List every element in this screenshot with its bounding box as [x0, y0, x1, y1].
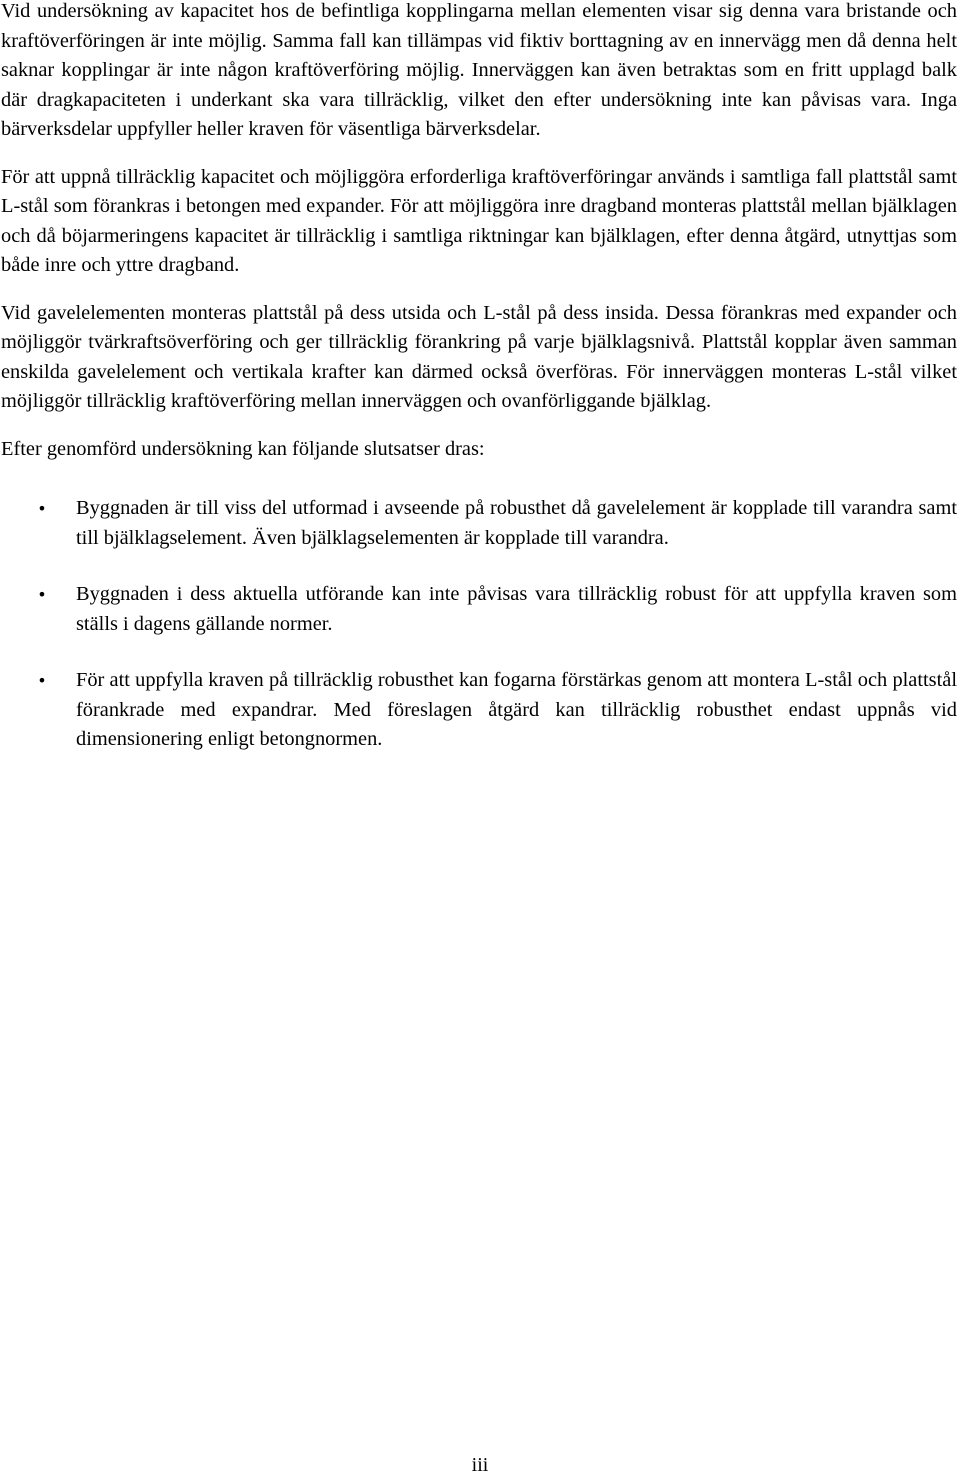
- conclusion-item-1: [1, 494, 957, 553]
- conclusion-item-2: [1, 580, 957, 639]
- bullet-icon: •: [37, 585, 47, 604]
- conclusion-item-3: [1, 666, 957, 755]
- body-paragraph-2: För att uppnå tillräcklig kapacitet och möjliggöra erforderliga kraftöverföringar används i samtliga fall plattstål samt L-stål som förankras i betongen med expander. För att möjliggöra inre dragband monteras plattstål mellan bjälklagen och då böjarmeringens kapacitet är tillräcklig i samtliga riktningar kan bjälklagen, efter denna åtgärd, utnyttjas som både inre och yttre dragband.: [1, 165, 957, 276]
- conclusion-text-3: För att uppfylla kraven på tillräcklig robusthet kan fogarna förstärkas genom att montera L-stål och plattstål förankrade med expandrar. Med föreslagen åtgärd kan tillräcklig robusthet endast uppnås vid dimensionering enligt betongnormen.: [76, 669, 957, 750]
- bullet-icon: •: [37, 499, 47, 518]
- conclusion-text-2: Byggnaden i dess aktuella utförande kan inte påvisas vara tillräcklig robust för att uppfylla kraven som ställs i dagens gällande normer.: [76, 583, 957, 635]
- document-body: [1, 0, 957, 782]
- bullet-icon: •: [37, 671, 47, 690]
- conclusions-lead: Efter genomförd undersökning kan följande slutsatser dras:: [1, 437, 485, 460]
- conclusions-list: [1, 494, 957, 755]
- conclusion-text-1: Byggnaden är till viss del utformad i avseende på robusthet då gavelelement är kopplade till varandra samt till bjälklagselement. Även bjälklagselementen är kopplade till varandra.: [76, 497, 957, 549]
- body-paragraph-1: Vid undersökning av kapacitet hos de befintliga kopplingarna mellan elementen visar sig denna vara bristande och kraftöverföringen är inte möjlig. Samma fall kan tillämpas vid fiktiv borttagning av en innervägg men då denna helt saknar kopplingar är inte någon kraftöverföring möjlig. Innerväggen kan även betraktas som en fritt upplagd balk där dragkapaciteten i underkant ska vara tillräcklig, vilket den efter undersökning inte kan påvisas vara. Inga bärverksdelar uppfyller heller kraven för väsentliga bärverksdelar.: [1, 0, 957, 140]
- body-paragraph-3: Vid gavelelementen monteras plattstål på dess utsida och L-stål på dess insida. Dessa förankras med expander och möjliggör tvärkraftsöverföring och ger tillräcklig förankring på varje bjälklagsnivå. Plattstål kopplar även samman enskilda gavelelement och vertikala krafter kan därmed också överföras. För innerväggen monteras L-stål vilket möjliggör tillräcklig kraftöverföring mellan innerväggen och ovanförliggande bjälklag.: [1, 301, 957, 412]
- page-number: iii: [471, 1454, 489, 1476]
